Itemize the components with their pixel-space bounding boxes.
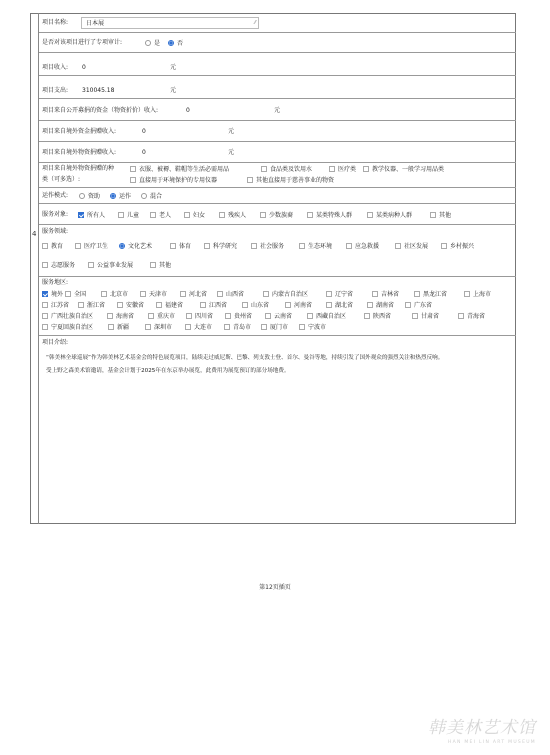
checkbox-icon [118,212,124,218]
row-audit [39,33,516,53]
checkbox-icon [184,212,190,218]
region-option[interactable]: 深圳市 [145,324,172,331]
checkbox-icon [346,243,352,249]
public-fund-value[interactable]: 0 [186,107,190,114]
checkbox-icon [130,177,136,183]
public-fund-label: 项目来自公开募捐的资金（物资折价）收入: [42,107,159,114]
region-option[interactable]: 辽宁省 [326,291,353,298]
region-option[interactable]: 宁夏回族自治区 [42,324,93,331]
region-option[interactable]: 海南省 [107,313,134,320]
field-option-community[interactable]: 社区发展 [395,243,428,250]
intro-line-1: “韩美林全球巡展”作为韩美林艺术基金会的特色展览项目，陆续走过威尼斯、巴黎、列支敦士登、首尔、曼谷等地，持续引发了国外观众的强烈关注和热烈反响。 [46,355,444,361]
checkbox-icon [42,302,48,308]
goods-option-medical[interactable]: 医疗类 [329,166,356,173]
region-option[interactable]: 新疆 [108,324,129,331]
checkbox-icon [251,243,257,249]
radio-selected-icon [110,193,116,199]
radio-selected-icon [168,40,174,46]
overseas-goods-value[interactable]: 0 [142,149,146,156]
project-name-input[interactable] [81,17,259,29]
checkbox-icon [405,302,411,308]
checkbox-icon [265,313,271,319]
checkbox-icon [42,324,48,330]
service-field-label: 服务领域: [42,228,69,235]
target-option-women[interactable]: 妇女 [184,212,205,219]
checkbox-icon [148,313,154,319]
expense-unit: 元 [170,87,177,94]
checkbox-icon [156,302,162,308]
radio-icon [145,40,151,46]
field-option-health[interactable]: 医疗卫生 [75,243,108,250]
row-service-region [39,277,516,336]
checkbox-icon [458,313,464,319]
region-option[interactable]: 四川省 [186,313,213,320]
overseas-fund-value[interactable]: 0 [142,128,146,135]
target-option-disabled[interactable]: 残疾人 [219,212,246,219]
section-number: 4 [32,230,37,238]
region-option[interactable]: 湖北省 [326,302,353,309]
field-option-culture-art[interactable]: 文化艺术 [119,243,152,250]
operation-option-operate[interactable]: 运作 [110,193,131,200]
region-option[interactable]: 甘肃省 [412,313,439,320]
audit-option-no[interactable]: 否 [168,40,183,47]
checkbox-icon [364,313,370,319]
region-option[interactable]: 青海省 [458,313,485,320]
target-option-all[interactable]: 所有人 [78,212,105,219]
intro-line-2: 受上野之森美术馆邀请，基金会计划于2025年在东京举办展览，此费用为展览预订的部分场地费。 [46,368,290,374]
checkbox-icon [42,243,48,249]
region-option[interactable]: 内蒙古自治区 [263,291,308,298]
region-option[interactable]: 全国 [65,291,86,298]
checkbox-icon [145,324,151,330]
checkbox-icon [367,212,373,218]
field-option-public-welfare[interactable]: 公益事业发展 [88,262,133,269]
checkbox-icon [260,212,266,218]
region-option[interactable]: 江西省 [200,302,227,309]
overseas-fund-unit: 元 [228,128,235,135]
checkbox-icon [412,313,418,319]
page-footer: 第12页插页 [259,584,291,591]
operation-mode-label: 运作模式: [42,192,69,199]
field-option-research[interactable]: 科学研究 [204,243,237,250]
checkbox-icon [108,324,114,330]
goods-option-environment[interactable]: 直接用于环境保护的专用仪器 [130,177,217,184]
checkbox-icon [247,177,253,183]
region-option[interactable]: 大连市 [185,324,212,331]
region-option[interactable]: 云南省 [265,313,292,320]
income-value[interactable]: 0 [82,64,86,71]
field-option-volunteer[interactable]: 志愿服务 [42,262,75,269]
checkbox-icon [204,243,210,249]
region-option[interactable]: 陕西省 [364,313,391,320]
audit-label: 是否对该项目进行了专项审计: [42,39,123,46]
region-option[interactable]: 天津市 [140,291,167,298]
goods-option-clothing[interactable]: 衣服、被褥、鞋帽等生活必需用品 [130,166,229,173]
region-option[interactable]: 上海市 [464,291,491,298]
region-option[interactable]: 西藏自治区 [307,313,346,320]
checkbox-icon [75,243,81,249]
expense-label: 项目支出: [42,87,69,94]
checkbox-icon [170,243,176,249]
region-option[interactable]: 青岛市 [224,324,251,331]
goods-option-food[interactable]: 食品类及饮用水 [261,166,312,173]
checkbox-icon [414,291,420,297]
region-option[interactable]: 江苏省 [42,302,69,309]
field-option-ecology[interactable]: 生态环境 [299,243,332,250]
checkbox-icon [367,302,373,308]
region-option[interactable]: 山西省 [217,291,244,298]
service-target-label: 服务对象: [42,211,69,218]
radio-icon [141,193,147,199]
checkbox-icon [130,166,136,172]
public-fund-unit: 元 [274,107,281,114]
checkbox-icon [219,212,225,218]
goods-type-label-2: 类（可多选）: [42,176,81,183]
checkbox-icon [430,212,436,218]
form-left-stripe [30,13,39,524]
goods-option-teaching[interactable]: 教学仪器、一般学习用品类 [363,166,444,173]
field-option-sports[interactable]: 体育 [170,243,191,250]
region-option[interactable]: 厦门市 [261,324,288,331]
checkbox-icon [372,291,378,297]
intro-label: 项目介绍: [42,339,69,346]
checkbox-icon [150,262,156,268]
target-option-children[interactable]: 儿童 [118,212,139,219]
field-option-rural[interactable]: 乡村振兴 [441,243,474,250]
project-name-value: 日本展 [86,20,105,27]
region-option[interactable]: 广西壮族自治区 [42,313,93,320]
checkbox-icon [242,302,248,308]
service-region-label: 服务地区: [42,279,69,286]
radio-icon [79,193,85,199]
income-unit: 元 [170,64,177,71]
operation-option-mixed[interactable]: 混合 [141,193,162,200]
region-option[interactable]: 福建省 [156,302,183,309]
row-expense [39,76,516,99]
checkbox-icon [217,291,223,297]
field-option-social-service[interactable]: 社会服务 [251,243,284,250]
checkbox-icon [464,291,470,297]
region-option[interactable]: 安徽省 [117,302,144,309]
resize-handle-icon: ⁄⁄ [254,20,256,26]
row-overseas-fund [39,121,516,142]
operation-option-fund[interactable]: 资助 [79,193,100,200]
checkbox-icon [42,313,48,319]
checkbox-icon [261,166,267,172]
checkbox-icon [299,243,305,249]
region-option[interactable]: 浙江省 [78,302,105,309]
row-income [39,53,516,76]
checkbox-icon [329,166,335,172]
checkbox-icon [224,324,230,330]
watermark-en: HAN MEI LIN ART MUSEUM [447,740,536,745]
field-option-other[interactable]: 其他 [150,262,171,269]
checkbox-checked-icon [42,291,48,297]
checkbox-icon [263,291,269,297]
checkbox-icon [395,243,401,249]
target-option-other[interactable]: 其他 [430,212,451,219]
region-option[interactable]: 北京市 [101,291,128,298]
overseas-goods-label: 项目来自境外物资捐赠收入: [42,149,117,156]
target-option-disease[interactable]: 某类病种人群 [367,212,412,219]
checkbox-icon [107,313,113,319]
watermark-cn: 韩美林艺术馆 [428,718,536,738]
checkbox-icon [150,212,156,218]
checkbox-icon [307,212,313,218]
checkbox-icon [186,313,192,319]
expense-value[interactable]: 310045.18 [82,87,115,94]
checkbox-checked-icon [119,243,125,249]
goods-option-other[interactable]: 其他直接用于慈善事业的物资 [247,177,334,184]
target-option-elderly[interactable]: 老人 [150,212,171,219]
checkbox-icon [307,313,313,319]
region-option[interactable]: 广东省 [405,302,432,309]
region-option[interactable]: 黑龙江省 [414,291,447,298]
checkbox-icon [285,302,291,308]
target-option-minority[interactable]: 少数族裔 [260,212,293,219]
checkbox-checked-icon [78,212,84,218]
row-service-target [39,204,516,225]
checkbox-icon [140,291,146,297]
row-overseas-goods [39,142,516,163]
checkbox-icon [441,243,447,249]
row-project-name [39,13,516,33]
target-option-special[interactable]: 某类特殊人群 [307,212,352,219]
row-service-field [39,225,516,277]
checkbox-icon [200,302,206,308]
region-option[interactable]: 湖南省 [367,302,394,309]
goods-type-label-1: 项目来自境外物资捐赠的种 [42,165,115,172]
audit-option-yes[interactable]: 是 [145,40,160,47]
overseas-fund-label: 项目来自境外资金捐赠收入: [42,128,117,135]
checkbox-icon [88,262,94,268]
project-name-label: 项目名称: [42,19,69,26]
row-public-fund [39,99,516,121]
checkbox-icon [225,313,231,319]
checkbox-icon [363,166,369,172]
checkbox-icon [65,291,71,297]
region-option[interactable]: 重庆市 [148,313,175,320]
row-goods-type [39,163,516,188]
region-option[interactable]: 吉林省 [372,291,399,298]
checkbox-icon [185,324,191,330]
region-option[interactable]: 贵州省 [225,313,252,320]
checkbox-icon [42,262,48,268]
checkbox-icon [180,291,186,297]
overseas-goods-unit: 元 [228,149,235,156]
checkbox-icon [326,291,332,297]
intro-text [46,352,504,378]
field-option-emergency[interactable]: 应急救援 [346,243,379,250]
region-option[interactable]: 山东省 [242,302,269,309]
region-option[interactable]: 宁波市 [299,324,326,331]
checkbox-icon [299,324,305,330]
region-option[interactable]: 河南省 [285,302,312,309]
checkbox-icon [326,302,332,308]
checkbox-icon [261,324,267,330]
checkbox-icon [117,302,123,308]
region-option[interactable]: 河北省 [180,291,207,298]
checkbox-icon [78,302,84,308]
row-operation-mode [39,188,516,204]
income-label: 项目收入: [42,64,69,71]
checkbox-icon [101,291,107,297]
region-option[interactable]: 境外 [42,291,63,298]
field-option-education[interactable]: 教育 [42,243,63,250]
watermark-logo [428,713,536,745]
